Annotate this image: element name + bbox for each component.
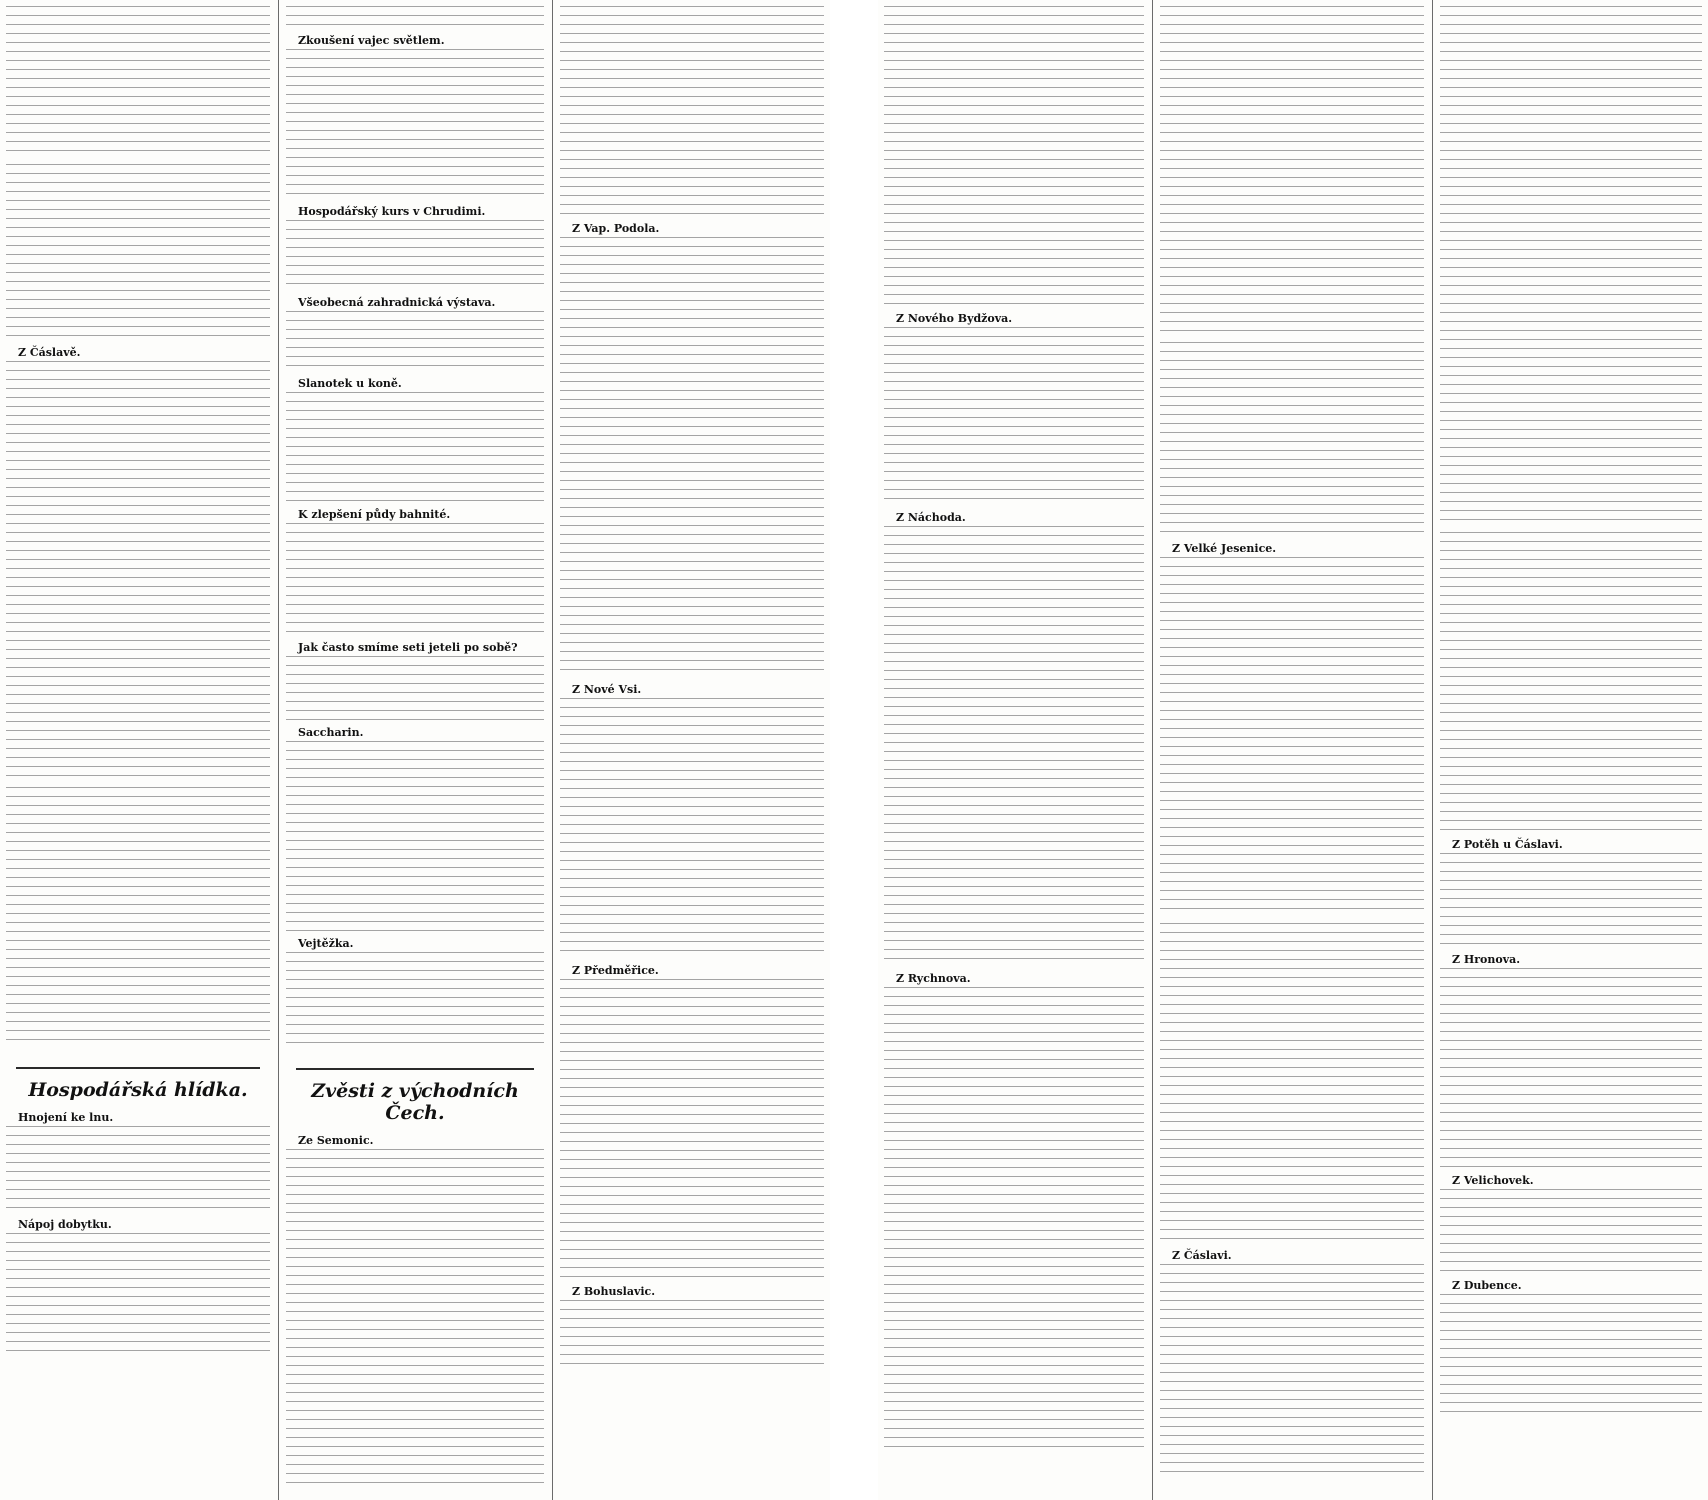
- right-column-3: [1434, 0, 1708, 1500]
- paragraph-block: [1440, 968, 1702, 1168]
- article-heading: Z Potěh u Čáslavi.: [1452, 838, 1563, 851]
- paragraph-block: [6, 164, 270, 340]
- paragraph-block: [884, 327, 1144, 505]
- paragraph-block: [1440, 1189, 1702, 1273]
- paragraph-block: [560, 1300, 824, 1370]
- article-heading: Z Velké Jesenice.: [1172, 542, 1277, 555]
- paragraph-block: [6, 6, 270, 158]
- paragraph-block: [286, 311, 544, 371]
- left-column-3: [554, 0, 830, 1500]
- article-heading: Všeobecná zahradnická výstava.: [298, 296, 496, 309]
- paragraph-block: [6, 1126, 270, 1212]
- paragraph-block: [1160, 6, 1424, 336]
- section-title-agriculture: Hospodářská hlídka.: [28, 1079, 248, 1101]
- article-heading: Hospodářský kurs v Chrudimi.: [298, 205, 486, 218]
- article-heading: Z Velichovek.: [1452, 1174, 1534, 1187]
- article-heading: Z Náchoda.: [896, 511, 966, 524]
- paragraph-block: [6, 1233, 270, 1353]
- article-heading: Ze Semonic.: [298, 1134, 374, 1147]
- article-heading: K zlepšení půdy bahnité.: [298, 508, 451, 521]
- column-rule: [1432, 0, 1433, 1500]
- paragraph-block: [286, 6, 544, 28]
- left-column-2: [280, 0, 550, 1500]
- left-page-panel: [0, 0, 830, 1500]
- section-title-east-bohemia: Zvěsti z východních Čech.: [311, 1080, 519, 1124]
- article-heading: Vejtěžka.: [298, 937, 354, 950]
- article-heading: Z Bohuslavic.: [572, 1285, 656, 1298]
- paragraph-block: [1440, 853, 1702, 947]
- section-divider: [16, 1067, 260, 1069]
- paragraph-block: [1160, 557, 1424, 917]
- paragraph-block: [6, 787, 270, 1047]
- paragraph-block: [1160, 923, 1424, 1243]
- column-rule: [552, 0, 553, 1500]
- paragraph-block: [884, 6, 1144, 306]
- paragraph-block: [1440, 532, 1702, 832]
- paragraph-block: [1160, 342, 1424, 536]
- paragraph-block: [560, 237, 824, 677]
- paragraph-block: [1440, 6, 1702, 526]
- paragraph-block: [286, 1149, 544, 1489]
- paragraph-block: [560, 979, 824, 1279]
- paragraph-block: [286, 392, 544, 502]
- paragraph-block: [1440, 1294, 1702, 1414]
- article-heading: Slanotek u koně.: [298, 377, 402, 390]
- paragraph-block: [286, 741, 544, 931]
- article-heading: Nápoj dobytku.: [18, 1218, 112, 1231]
- article-heading: Z Předměřice.: [572, 964, 659, 977]
- column-rule: [278, 0, 279, 1500]
- right-column-1: [878, 0, 1150, 1500]
- article-heading: Z Čáslavi.: [1172, 1249, 1232, 1262]
- paragraph-block: [884, 987, 1144, 1447]
- article-heading: Z Nového Bydžova.: [896, 312, 1013, 325]
- article-heading: Zkoušení vajec světlem.: [298, 34, 445, 47]
- left-column-1: [0, 0, 276, 1500]
- paragraph-block: [1160, 1264, 1424, 1474]
- paragraph-block: [286, 49, 544, 199]
- article-heading: Z Vap. Podola.: [572, 222, 660, 235]
- paragraph-block: [560, 6, 824, 216]
- paragraph-block: [286, 523, 544, 635]
- article-heading: Z Nové Vsi.: [572, 683, 642, 696]
- column-rule: [1152, 0, 1153, 1500]
- right-column-2: [1154, 0, 1430, 1500]
- right-page-panel: [878, 0, 1708, 1500]
- article-heading: Z Čáslavě.: [18, 346, 81, 359]
- article-heading: Z Dubence.: [1452, 1279, 1522, 1292]
- article-heading: Hnojení ke lnu.: [18, 1111, 114, 1124]
- page-gutter: [830, 0, 878, 1500]
- paragraph-block: [286, 656, 544, 720]
- paragraph-block: [286, 220, 544, 290]
- article-heading: Z Rychnova.: [896, 972, 971, 985]
- article-heading: Saccharin.: [298, 726, 364, 739]
- article-heading: Z Hronova.: [1452, 953, 1521, 966]
- article-heading: Jak často smíme seti jeteli po sobě?: [298, 641, 518, 654]
- paragraph-block: [6, 361, 270, 781]
- paragraph-block: [286, 952, 544, 1048]
- section-divider: [296, 1068, 534, 1070]
- paragraph-block: [884, 526, 1144, 966]
- paragraph-block: [560, 698, 824, 958]
